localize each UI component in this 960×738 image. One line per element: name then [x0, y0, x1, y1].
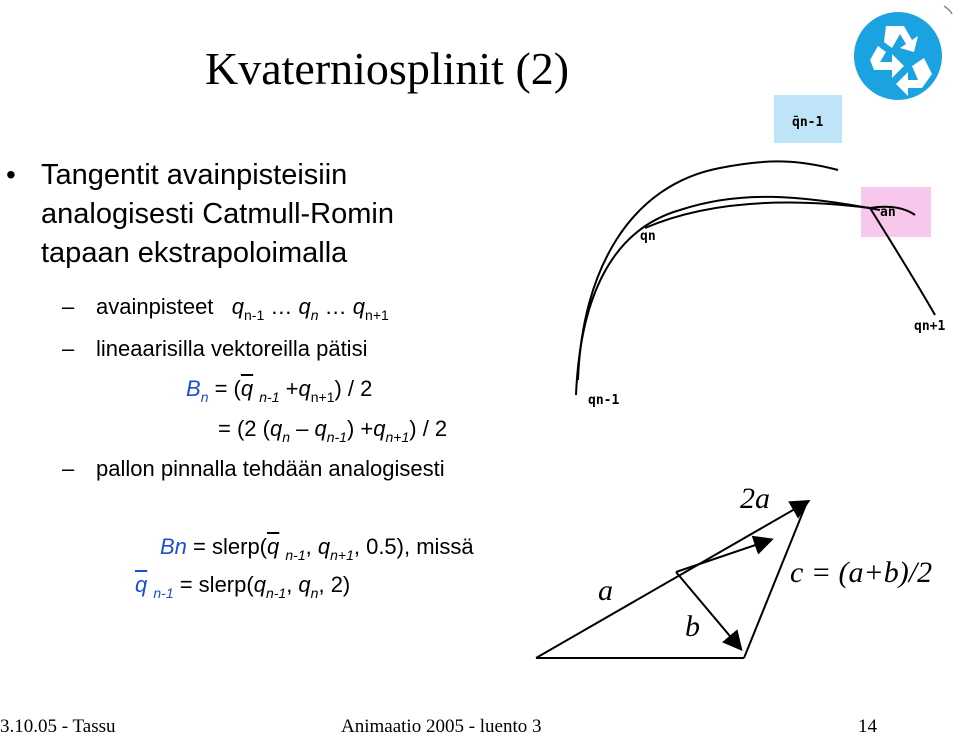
arc-path [578, 161, 838, 380]
footer-page-number: 14 [858, 716, 877, 737]
keypoints-line [96, 294, 389, 323]
subscript: n+1 [310, 389, 335, 405]
arc-path [645, 203, 870, 228]
ellipsis: … [324, 294, 347, 319]
keypoints-label: avainpisteet [96, 294, 214, 319]
recycle-icon [848, 4, 956, 104]
sphere-label: pallon pinnalla tehdään analogisesti [96, 456, 445, 481]
footer-left: 3.10.05 - Tassu [0, 716, 116, 737]
label-b: b [685, 610, 700, 643]
label-2a: 2a [740, 482, 770, 515]
half-close: , 0.5), missä [353, 534, 474, 559]
subscript: n-1 [265, 585, 287, 601]
vectors-label: lineaarisilla vektoreilla pätisi [96, 336, 368, 361]
dash-marker: – [62, 456, 75, 481]
slerp-open: = slerp( [173, 572, 254, 597]
two-close: , 2) [318, 572, 351, 597]
subscript: n+1 [385, 429, 410, 445]
q-symbol: q [253, 572, 266, 597]
q-symbol: q [269, 416, 283, 441]
q-bar-symbol: $\overline{q}$ [240, 376, 254, 401]
q-symbol: q [373, 416, 386, 441]
q-bar-symbol: $\overline{q}$ [135, 572, 148, 597]
minus: – [290, 416, 315, 441]
label-q-n-minus-1: qn-1 [588, 393, 620, 408]
subscript: n+1 [365, 307, 389, 323]
q-symbol: q [298, 294, 311, 319]
subscript: n-1 [326, 429, 347, 445]
label-a-n: an [880, 205, 896, 220]
dash-marker: – [62, 294, 75, 319]
dash-marker: – [62, 336, 75, 361]
close-div2: ) / 2 [409, 416, 448, 441]
bn-symbol: Bn [160, 534, 187, 559]
equals-open: = ( [208, 376, 241, 401]
bullet-line-1: Tangentit avainpisteisiin [41, 159, 348, 191]
subscript: n-1 [244, 307, 265, 323]
q-symbol: q [352, 294, 366, 319]
subscript: n [200, 389, 209, 405]
slide-title: Kvaterniosplinit (2) [205, 43, 570, 94]
subscript: n+1 [330, 547, 354, 563]
bn-formula [186, 376, 372, 405]
q-symbol: q [298, 376, 311, 401]
slerp-formula-bn [160, 534, 474, 563]
subscript: n-1 [153, 585, 174, 601]
q-symbol: q [231, 294, 245, 319]
comma: , [305, 534, 318, 559]
bullet-marker: • [6, 159, 16, 190]
q-bar-symbol: $\overline{q}$ [267, 534, 280, 559]
label-a: a [598, 574, 613, 607]
comma: , [286, 572, 299, 597]
subscript: n-1 [259, 389, 280, 405]
subscript: n [310, 307, 319, 323]
arc-path [576, 197, 880, 395]
bullet-line-3: tapaan ekstrapoloimalla [41, 237, 348, 269]
subscript: n-1 [285, 547, 306, 563]
eq-two-open: = (2 ( [218, 416, 270, 441]
label-q-n-plus-1: qn+1 [914, 319, 946, 334]
bn-formula-expanded [218, 416, 447, 445]
formula-c: c = (a+b)/2 [790, 556, 933, 589]
sphere-arcs-diagram [570, 90, 960, 420]
plus: + [285, 376, 299, 401]
subscript: n [310, 585, 319, 601]
q-symbol: q [317, 534, 331, 559]
close-plus: ) + [346, 416, 374, 441]
close-div2: ) / 2 [334, 376, 373, 401]
q-symbol: q [314, 416, 327, 441]
q-symbol: q [298, 572, 311, 597]
label-q-n: qn [640, 229, 656, 244]
vector-c [676, 540, 770, 572]
slerp-open: = slerp( [186, 534, 268, 559]
footer-center: Animaatio 2005 - luento 3 [341, 716, 542, 737]
label-q-bar-n-1: q̄n-1 [792, 115, 824, 130]
b-symbol: B [186, 376, 201, 401]
bullet-line-2: analogisesti Catmull-Romin [41, 198, 394, 230]
subscript: n [282, 429, 291, 445]
vector-2a [536, 502, 807, 658]
ellipsis: … [270, 294, 293, 319]
slerp-formula-qbar [135, 572, 350, 601]
main-bullet-text [41, 156, 394, 273]
